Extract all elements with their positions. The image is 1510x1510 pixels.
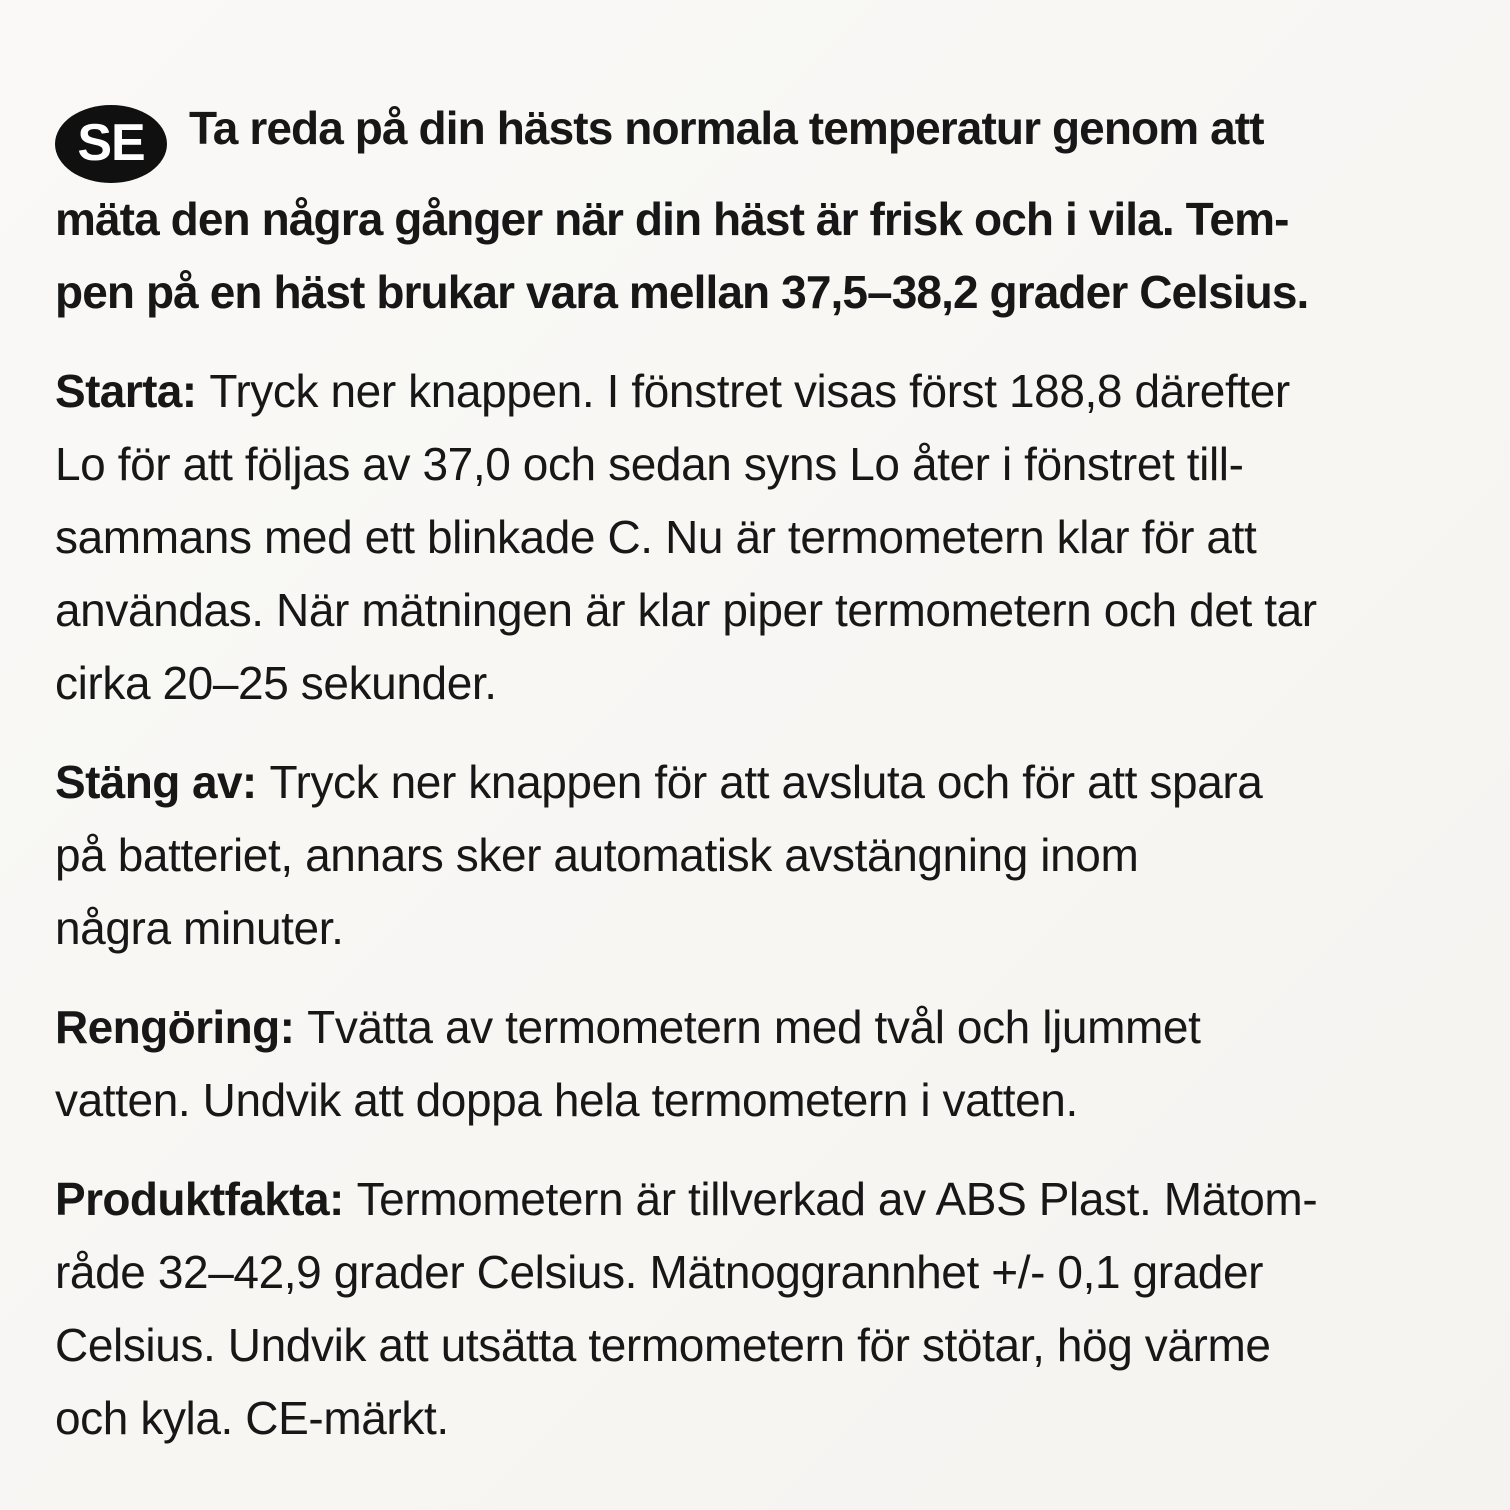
- paragraph-line-text: Tryck ner knappen. I fönstret visas först 188,8 därefter: [209, 364, 1290, 417]
- product-facts-paragraph: [55, 1163, 1472, 1455]
- paragraph-line: Celsius. Undvik att utsätta termometern för stötar, hög värme: [55, 1318, 1271, 1371]
- paragraph-line: på batteriet, annars sker automatisk avstängning inom: [55, 828, 1139, 881]
- language-badge-se: SE: [55, 105, 167, 183]
- paragraph-line: Lo för att följas av 37,0 och sedan syns Lo åter i fönstret till-: [55, 437, 1244, 490]
- power-off-paragraph: [55, 746, 1472, 965]
- start-paragraph: [55, 355, 1472, 720]
- cleaning-paragraph: [55, 991, 1472, 1137]
- paragraph-line: [55, 991, 1472, 1064]
- paragraph-line-text: Tvätta av termometern med tvål och ljummet: [307, 1000, 1201, 1053]
- paragraph-line: [55, 92, 1472, 183]
- section-label-stang-av: Stäng av:: [55, 755, 257, 808]
- paragraph-line-text: Termometern är tillverkad av ABS Plast. Mätom-: [356, 1172, 1318, 1225]
- section-label-starta: Starta:: [55, 364, 197, 417]
- paragraph-line: mäta den några gånger när din häst är frisk och i vila. Tem-: [55, 192, 1289, 245]
- paragraph-line-text: Ta reda på din hästs normala temperatur genom att: [189, 102, 1264, 154]
- intro-paragraph: [55, 92, 1472, 329]
- paragraph-line: några minuter.: [55, 901, 344, 954]
- section-label-produktfakta: Produktfakta:: [55, 1172, 344, 1225]
- paragraph-line: [55, 746, 1472, 819]
- paragraph-line: [55, 355, 1472, 428]
- paragraph-line: cirka 20–25 sekunder.: [55, 656, 497, 709]
- paragraph-line: och kyla. CE-märkt.: [55, 1391, 449, 1444]
- section-label-rengoring: Rengöring:: [55, 1000, 295, 1053]
- paragraph-line: [55, 1163, 1472, 1236]
- paragraph-line: råde 32–42,9 grader Celsius. Mätnoggrannhet +/- 0,1 grader: [55, 1245, 1264, 1298]
- paragraph-line: vatten. Undvik att doppa hela termometern i vatten.: [55, 1073, 1078, 1126]
- paragraph-line-text: Tryck ner knappen för att avsluta och för att spara: [269, 755, 1263, 808]
- paragraph-line: sammans med ett blinkade C. Nu är termometern klar för att: [55, 510, 1257, 563]
- paragraph-line: pen på en häst brukar vara mellan 37,5–38,2 grader Celsius.: [55, 265, 1309, 318]
- paragraph-line: användas. När mätningen är klar piper termometern och det tar: [55, 583, 1317, 636]
